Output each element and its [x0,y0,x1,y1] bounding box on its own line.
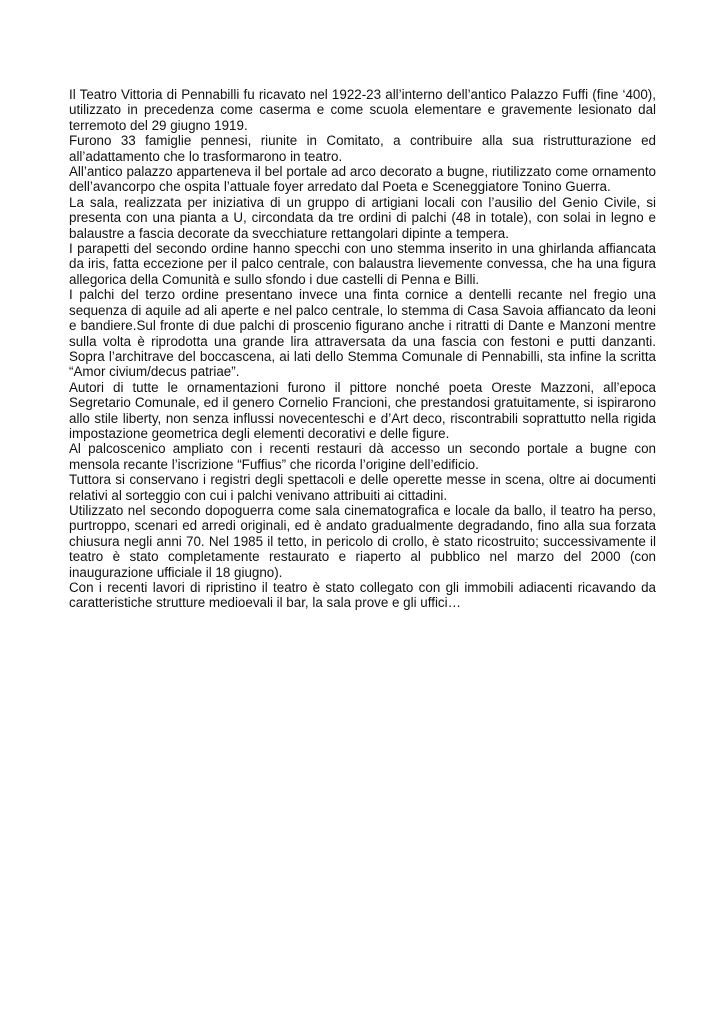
document-body [69,87,656,611]
paragraph-recent-works: Con i recenti lavori di ripristino il teatro è stato collegato con gli immobili adiacenti ricavando da caratteristiche strutture medioevali il bar, la sala prove e gli uffici… [69,580,656,611]
paragraph-hall: La sala, realizzata per iniziativa di un gruppo di artigiani locali con l’ausilio del Genio Civile, si presenta con una pianta a U, circondata da tre ordini di palchi (48 in totale), con solai in legno e balaustre a fascia decorate da svecchiature rettangolari dipinte a tempera. [69,194,656,241]
paragraph-second-order: I parapetti del secondo ordine hanno specchi con uno stemma inserito in una ghirlanda affiancata da iris, fatta eccezione per il palco centrale, con balaustra lievemente convessa, che ha una figura allegorica della Comunità e sullo sfondo i due castelli di Penna e Billi. [69,241,656,287]
paragraph-registers: Tuttora si conservano i registri degli spettacoli e delle operette messe in scena, oltre ai documenti relativi al sorteggio con cui i palchi venivano attribuiti ai cittadini. [69,472,656,503]
paragraph-stage: Al palcoscenico ampliato con i recenti restauri dà accesso un secondo portale a bugne con mensola recante l’iscrizione “Fuffius” che ricorda l’origine dell’edificio. [69,441,656,472]
paragraph-families: Furono 33 famiglie pennesi, riunite in Comitato, a contribuire alla sua ristrutturazione ed all’adattamento che lo trasformarono in teatro. [69,133,656,164]
paragraph-postwar: Utilizzato nel secondo dopoguerra come sala cinematografica e locale da ballo, il teatro ha perso, purtroppo, scenari ed arredi originali, ed è andato gradualmente degradando, fino alla sua forzata chiusura negli anni 70. Nel 1985 il tetto, in pericolo di crollo, è stato ricostruito; successivamente il teatro è stato completamente restaurato e riaperto al pubblico nel marzo del 2000 (con inaugurazione ufficiale il 18 giugno). [69,502,656,580]
paragraph-portal: All’antico palazzo apparteneva il bel portale ad arco decorato a bugne, riutilizzato come ornamento dell’avancorpo che ospita l’attuale foyer arredato dal Poeta e Sceneggiatore Tonino Guerra. [69,164,656,195]
paragraph-third-order: I palchi del terzo ordine presentano invece una finta cornice a dentelli recante nel fregio una sequenza di aquile ad ali aperte e nel palco centrale, lo stemma di Casa Savoia affiancato da leoni e bandiere.Sul fronte di due palchi di proscenio figurano anche i ritratti di Dante e Manzoni mentre sulla volta è riprodotta una grande lira attraversata da una fascia con festoni e putti danzanti. Sopra l’architrave del boccascena, ai lati dello Stemma Comunale di Pennabilli, sta infine la scritta “Amor civium/decus patriae”. [69,287,656,380]
paragraph-authors: Autori di tutte le ornamentazioni furono il pittore nonché poeta Oreste Mazzoni, all’epoca Segretario Comunale, ed il genero Cornelio Francioni, che prestandosi gratuitamente, si ispirarono allo stile liberty, non senza influssi novecenteschi e d’Art deco, riscontrabili soprattutto nella rigida impostazione geometrica degli elementi decorativi e delle figure. [69,379,656,441]
paragraph-intro: Il Teatro Vittoria di Pennabilli fu ricavato nel 1922-23 all’interno dell’antico Palazzo Fuffi (fine ‘400), utilizzato in precedenza come caserma e come scuola elementare e gravemente lesionato dal terremoto del 29 giugno 1919. [69,87,656,133]
